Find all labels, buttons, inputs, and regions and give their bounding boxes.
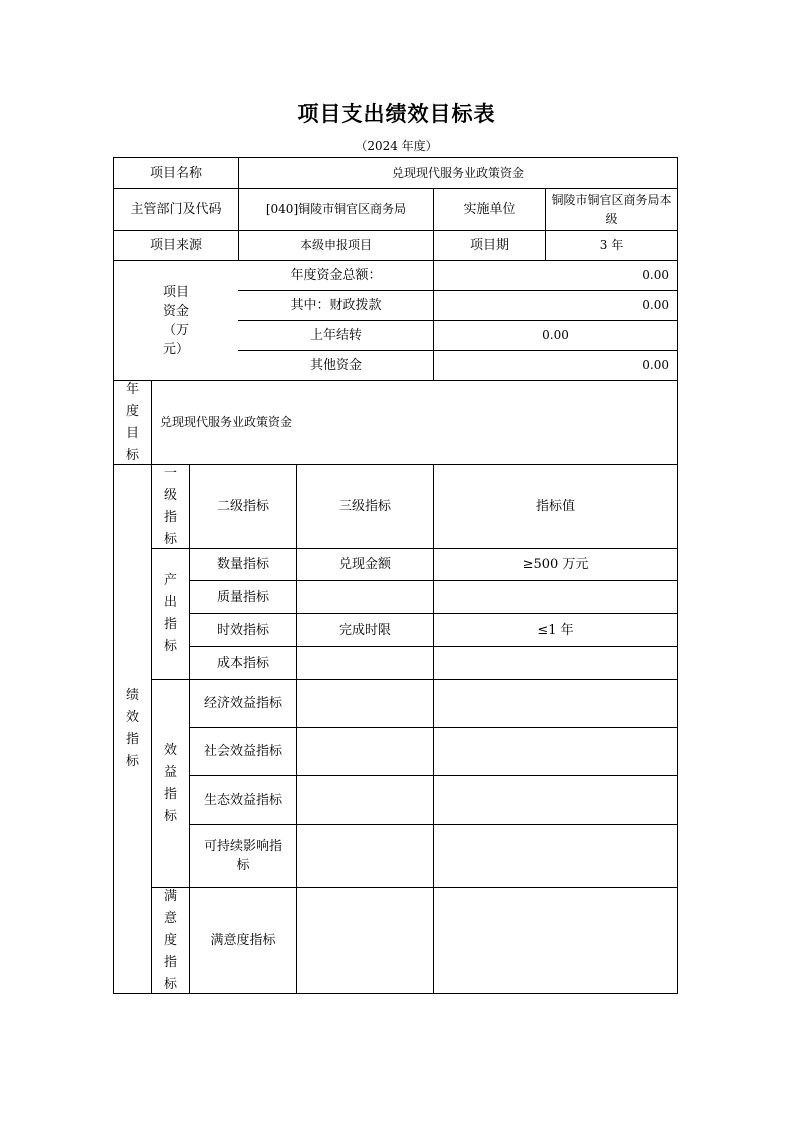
output-level2: 时效指标	[216, 622, 269, 638]
impl-value: 铜陵市铜官区商务局本级	[551, 192, 672, 226]
benefit-level2: 社会效益指标	[203, 744, 282, 759]
dept-value: [040]铜陵市铜官区商务局	[265, 202, 407, 216]
benefit-level2: 可持续影响指标	[203, 839, 282, 873]
level1-header: 一级指标	[163, 465, 177, 547]
source-value: 本级申报项目	[299, 238, 372, 252]
benefit-value	[434, 825, 677, 887]
output-value: ≥500 万元	[522, 557, 589, 572]
page-title: 项目支出绩效目标表	[297, 102, 496, 126]
annual-goal-label: 年度目标	[125, 381, 139, 463]
funds-carryover-value: 0.00	[542, 328, 569, 342]
benefit-level2: 生态效益指标	[203, 792, 282, 808]
benefit-level3	[297, 680, 433, 727]
benefit-level3	[297, 776, 433, 824]
value-header: 指标值	[535, 499, 575, 514]
output-level3	[297, 581, 433, 613]
funds-total-label: 年度资金总额：	[290, 268, 382, 283]
impl-label: 实施单位	[463, 202, 516, 217]
project-name-value: 兑现现代服务业政策资金	[391, 165, 524, 180]
output-indicator-label: 产出指标	[163, 573, 177, 654]
output-level2: 成本指标	[216, 655, 269, 671]
benefit-indicator-label: 效益指标	[163, 742, 177, 824]
funds-other-label: 其他资金	[309, 358, 362, 373]
year-note: （2024 年度）	[355, 139, 438, 153]
source-label: 项目来源	[149, 238, 202, 253]
funds-carryover-label: 上年结转	[309, 328, 362, 343]
output-value	[434, 581, 677, 613]
funds-other-value: 0.00	[642, 358, 669, 372]
output-level2: 质量指标	[216, 589, 269, 605]
output-level2: 数量指标	[216, 557, 269, 572]
benefit-level3	[297, 728, 433, 775]
funds-total-value: 0.00	[642, 268, 669, 282]
output-value: ≤1 年	[537, 622, 574, 638]
performance-label: 绩效指标	[125, 688, 139, 769]
benefit-level3	[297, 825, 433, 887]
benefit-level2: 经济效益指标	[203, 696, 282, 711]
satisfaction-level2: 满意度指标	[210, 933, 276, 948]
period-label: 项目期	[469, 238, 509, 253]
funds-fiscal-label: 其中：财政拨款	[290, 298, 382, 313]
benefit-value	[434, 680, 677, 727]
level2-header: 二级指标	[216, 499, 269, 514]
satisfaction-level3	[297, 888, 433, 993]
table-rule	[113, 993, 678, 994]
table-rule	[677, 157, 678, 994]
output-level3	[297, 647, 433, 679]
period-value: 3 年	[599, 238, 624, 252]
funds-label: 项目资金（万元）	[162, 284, 189, 357]
output-level3: 兑现金额	[338, 557, 391, 572]
benefit-value	[434, 776, 677, 824]
project-name-label: 项目名称	[149, 165, 202, 181]
output-level3: 完成时限	[338, 622, 391, 638]
satisfaction-value	[434, 888, 677, 993]
funds-fiscal-value: 0.00	[642, 298, 669, 312]
dept-label: 主管部门及代码	[130, 202, 222, 217]
satisfaction-indicator-label: 满意度指标	[163, 888, 177, 992]
benefit-value	[434, 728, 677, 775]
output-value	[434, 647, 677, 679]
level3-header: 三级指标	[338, 499, 391, 514]
annual-goal-value: 兑现现代服务业政策资金	[160, 415, 293, 429]
